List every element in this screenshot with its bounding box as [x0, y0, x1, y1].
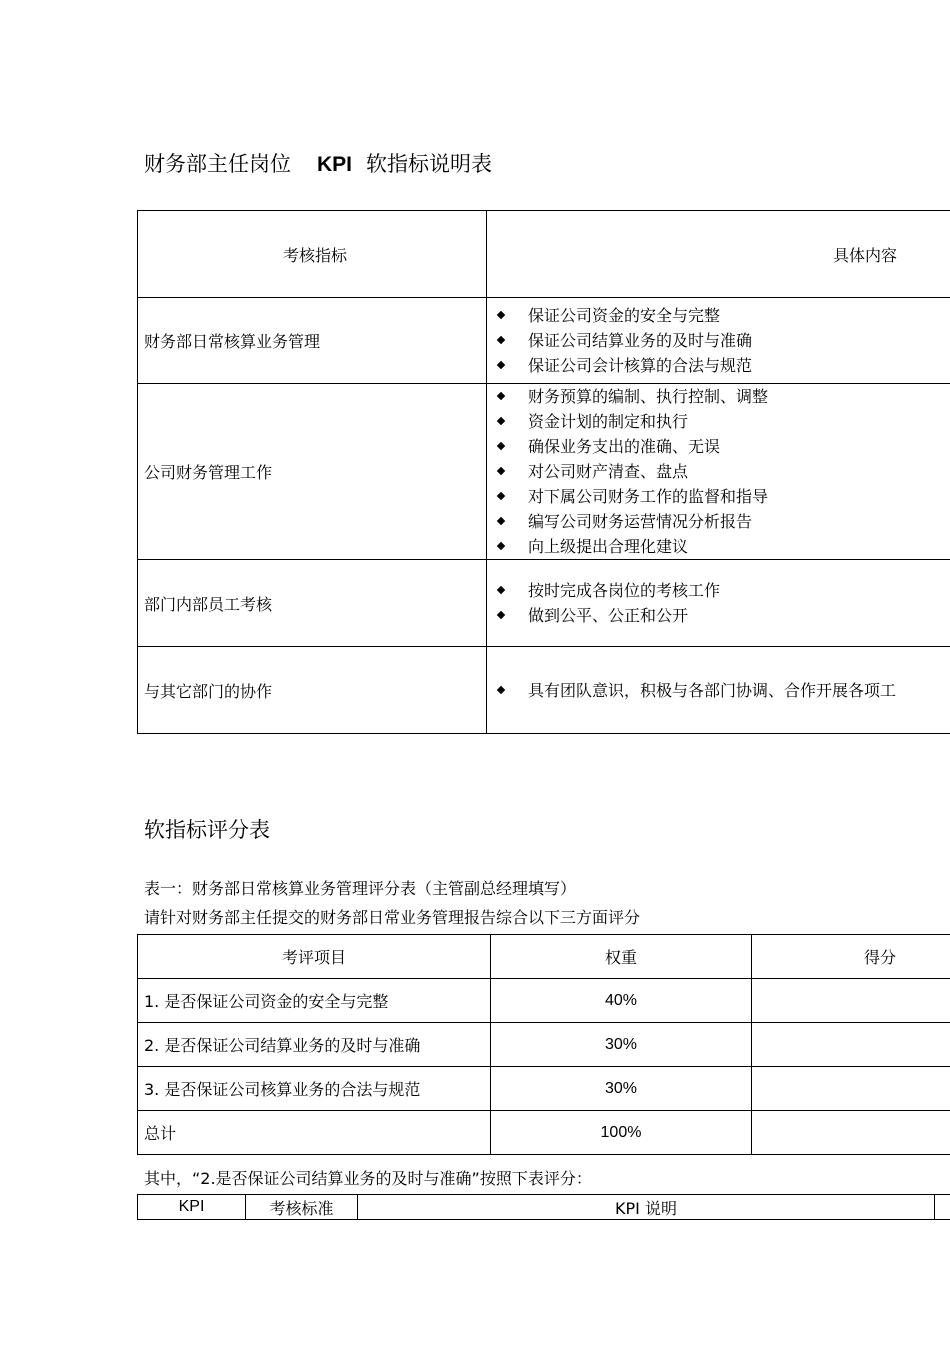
list-item: 资金计划的制定和执行 — [495, 409, 950, 434]
table-row — [138, 979, 950, 1023]
item-cell: 2. 是否保证公司结算业务的及时与准确 — [138, 1023, 491, 1067]
title-kpi: KPI — [317, 153, 353, 176]
title-prefix: 财务部主任岗位 — [144, 152, 291, 176]
note-text: 其中，“2.是否保证公司结算业务的及时与准确”按照下表评分： — [144, 1169, 592, 1188]
title-suffix: 软指标说明表 — [366, 152, 493, 176]
kpi-description-table — [137, 210, 950, 734]
table-row — [138, 298, 950, 384]
list-item: 保证公司结算业务的及时与准确 — [495, 328, 950, 353]
total-score-cell[interactable] — [752, 1111, 950, 1155]
bullet-list — [487, 578, 950, 628]
table-header-row — [138, 935, 950, 979]
criteria-table — [137, 1194, 950, 1220]
content-cell — [487, 298, 950, 384]
table-row — [138, 560, 950, 647]
item-cell: 3. 是否保证公司核算业务的合法与规范 — [138, 1067, 491, 1111]
bullet-list — [487, 303, 950, 378]
score-table — [137, 934, 950, 1155]
table-row — [138, 384, 950, 560]
section-title: 软指标评分表 — [144, 818, 270, 842]
header-indicator: 考核指标 — [138, 211, 487, 298]
table-caption: 表一：财务部日常核算业务管理评分表（主管副总经理填写） — [144, 879, 577, 898]
content-cell — [487, 384, 950, 560]
table-instruction: 请针对财务部主任提交的财务部日常业务管理报告综合以下三方面评分 — [144, 908, 641, 927]
list-item: 保证公司资金的安全与完整 — [495, 303, 950, 328]
list-item: 对公司财产清查、盘点 — [495, 459, 950, 484]
bullet-list — [487, 678, 950, 703]
table-header-row — [138, 211, 950, 298]
header-weight: 权重 — [491, 935, 752, 979]
header-kpi: KPI — [138, 1195, 246, 1220]
header-standard: 考核标准 — [246, 1195, 358, 1220]
weight-cell: 40% — [491, 979, 752, 1023]
table-row — [138, 1111, 950, 1155]
list-item: 确保业务支出的准确、无误 — [495, 434, 950, 459]
weight-cell: 30% — [491, 1023, 752, 1067]
list-item: 编写公司财务运营情况分析报告 — [495, 509, 950, 534]
indicator-cell: 部门内部员工考核 — [138, 560, 487, 647]
content-cell — [487, 647, 950, 734]
table-row — [138, 1067, 950, 1111]
indicator-cell: 公司财务管理工作 — [138, 384, 487, 560]
list-item: 向上级提出合理化建议 — [495, 534, 950, 559]
total-weight-cell: 100% — [491, 1111, 752, 1155]
list-item: 做到公平、公正和公开 — [495, 603, 950, 628]
header-extra — [935, 1195, 950, 1220]
item-cell: 1. 是否保证公司资金的安全与完整 — [138, 979, 491, 1023]
content-cell — [487, 560, 950, 647]
header-score: 得分 — [752, 935, 950, 979]
indicator-cell: 与其它部门的协作 — [138, 647, 487, 734]
header-content: 具体内容 — [487, 211, 950, 298]
indicator-cell: 财务部日常核算业务管理 — [138, 298, 487, 384]
list-item: 具有团队意识，积极与各部门协调、合作开展各项工 — [495, 678, 950, 703]
total-label-cell: 总计 — [138, 1111, 491, 1155]
list-item: 按时完成各岗位的考核工作 — [495, 578, 950, 603]
list-item: 对下属公司财务工作的监督和指导 — [495, 484, 950, 509]
header-kpi-description: KPI 说明 — [358, 1195, 935, 1220]
header-item: 考评项目 — [138, 935, 491, 979]
table-row — [138, 647, 950, 734]
list-item: 保证公司会计核算的合法与规范 — [495, 353, 950, 378]
weight-cell: 30% — [491, 1067, 752, 1111]
table-header-row — [138, 1195, 950, 1220]
bullet-list — [487, 384, 950, 559]
list-item: 财务预算的编制、执行控制、调整 — [495, 384, 950, 409]
document-title — [144, 148, 492, 178]
score-cell[interactable] — [752, 1023, 950, 1067]
score-cell[interactable] — [752, 1067, 950, 1111]
table-row — [138, 1023, 950, 1067]
score-cell[interactable] — [752, 979, 950, 1023]
